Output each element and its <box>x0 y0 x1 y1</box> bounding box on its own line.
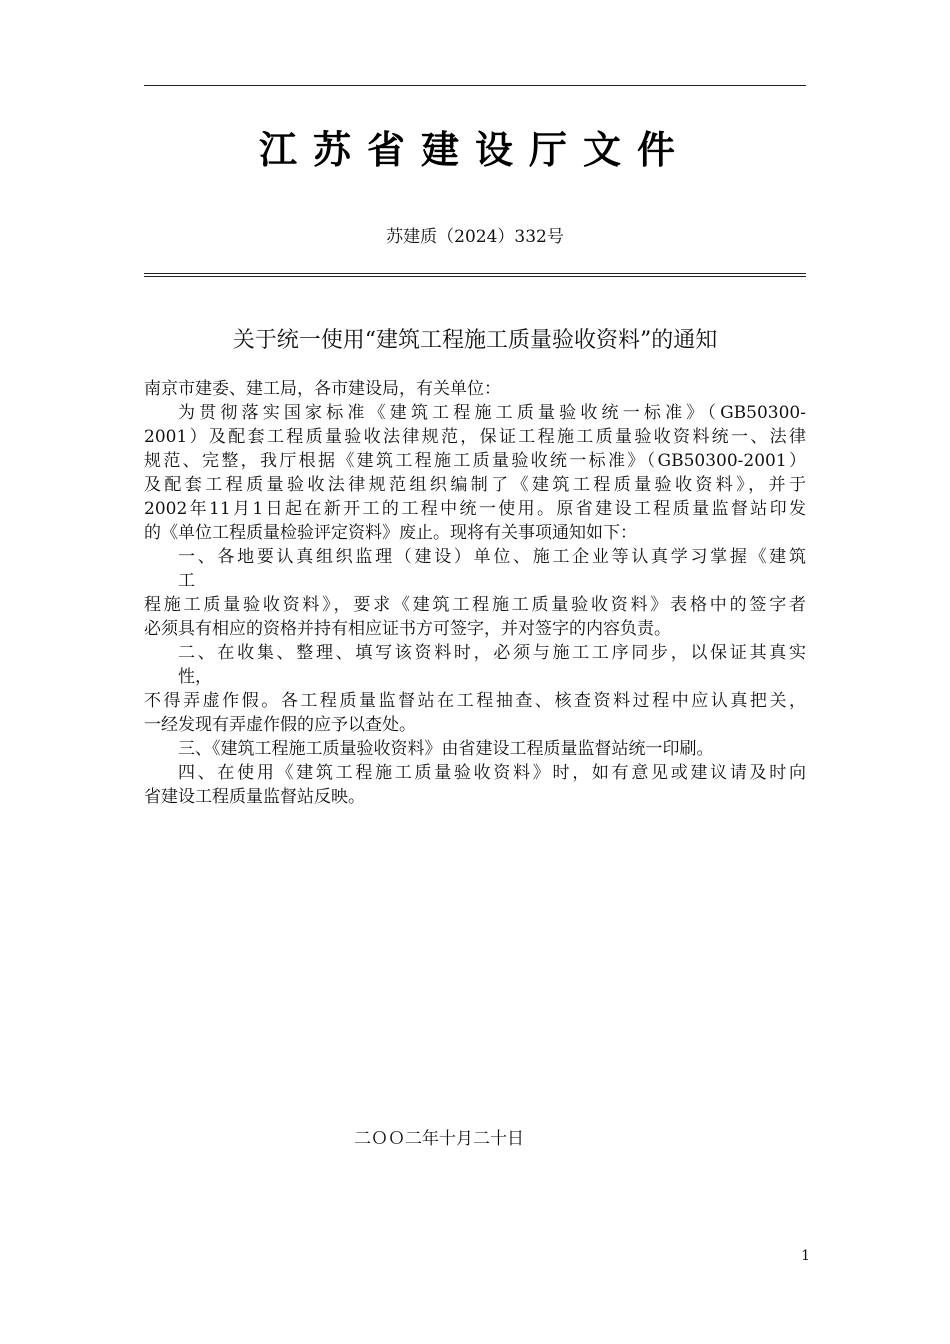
paragraph-line: 的《单位工程质量检验评定资料》废止。现将有关事项通知如下： <box>144 523 637 543</box>
paragraph-line: 四、在使用《建筑工程施工质量验收资料》时，如有意见或建议请及时向 <box>178 763 806 783</box>
paragraph-line: 2001）及配套工程质量验收法律规范，保证工程施工质量验收资料统一、法律 <box>144 427 806 447</box>
paragraph-line: 2002年11月1日起在新开工的工程中统一使用。原省建设工程质量监督站印发 <box>144 499 806 519</box>
document-header-title: 江苏省建设厅文件 <box>258 128 691 172</box>
paragraph-line: 省建设工程质量监督站反映。 <box>144 787 365 807</box>
paragraph-line: 程施工质量验收资料》，要求《建筑工程施工质量验收资料》表格中的签字者 <box>144 595 806 615</box>
paragraph-line: 二、在收集、整理、填写该资料时，必须与施工工序同步，以保证其真实 <box>178 643 806 663</box>
issue-date: 二ＯＯ二年十月二十日 <box>354 1129 524 1149</box>
paragraph-line: 三、《建筑工程施工质量验收资料》由省建设工程质量监督站统一印刷。 <box>178 739 714 759</box>
notice-body <box>144 377 806 809</box>
page-number: 1 <box>801 1248 810 1264</box>
paragraph-line: 一、各地要认真组织监理（建设）单位、施工企业等认真学习掌握《建筑 <box>178 547 806 567</box>
paragraph-line: 规范、完整，我厅根据《建筑工程施工质量验收统一标准》（GB50300-2001） <box>144 451 806 471</box>
paragraph-line: 一经发现有弄虚作假的应予以查处。 <box>144 715 416 735</box>
paragraph-line: 为贯彻落实国家标准《建筑工程施工质量验收统一标准》（GB50300- <box>178 403 806 423</box>
paragraph-line: 工 <box>178 571 195 591</box>
paragraph-line: 必须具有相应的资格并持有相应证书方可签字，并对签字的内容负责。 <box>144 619 671 639</box>
paragraph-line: 及配套工程质量验收法律规范组织编制了《建筑工程质量验收资料》，并于 <box>144 475 806 495</box>
header-top-rule <box>144 85 806 86</box>
document-number: 苏建质（2024）332号 <box>386 227 564 247</box>
paragraph-line: 不得弄虚作假。各工程质量监督站在工程抽查、核查资料过程中应认真把关， <box>144 691 806 711</box>
salutation-line: 南京市建委、建工局，各市建设局，有关单位： <box>144 379 501 399</box>
notice-title: 关于统一使用“建筑工程施工质量验收资料”的通知 <box>232 328 718 353</box>
header-double-rule <box>144 273 806 277</box>
paragraph-line: 性， <box>178 667 212 687</box>
